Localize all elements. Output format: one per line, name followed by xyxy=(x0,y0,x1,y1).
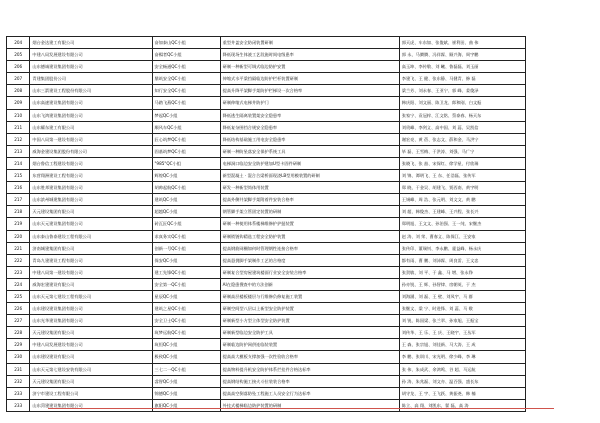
row-number-cell: 214 xyxy=(7,157,30,169)
members-cell: 毕 磊、王雪梅、于洪涛、刘强、马广宁 xyxy=(399,145,525,157)
table-row xyxy=(7,170,526,182)
team-name-cell: 胡帅起航QC小组 xyxy=(152,182,220,194)
team-name-cell: 知行安全QC小组 xyxy=(152,85,220,97)
table-row xyxy=(7,37,526,49)
row-number-cell: 212 xyxy=(7,133,30,145)
topic-cell: 降低逃生隔离装置架安全隐患率 xyxy=(220,109,399,121)
members-cell: 谢宏亮、黄 蓓、张志文、薛和金、马洪宁 xyxy=(399,133,525,145)
members-cell: 韩庆阳、刘文丽、陈卫龙、郎和刚、白文振 xyxy=(399,97,525,109)
row-number-cell: 215 xyxy=(7,170,30,182)
members-cell: 张继文、梁 宁、时进锋、刘 蕊、马 敬 xyxy=(399,303,525,315)
team-name-cell: 求真务实QC小组 xyxy=(152,230,220,242)
members-cell: 高玉坤、李传敬、刘 曦、鲁磊磊、刘玉丽 xyxy=(399,61,525,73)
table-row xyxy=(7,387,526,399)
members-cell: 刘传华、王 乐、王 庆、王晓宇、王丛军 xyxy=(399,327,525,339)
table-row xyxy=(7,315,526,327)
members-cell: 赵 涛、刘 荣、曹春义、陈保江、王安家 xyxy=(399,230,525,242)
members-cell: 胡守龙、王 宇、王飞跃、黄振尧、韩 楠 xyxy=(399,387,525,399)
topic-cell: 提高悬挑脚手架制作工艺的合格度 xyxy=(220,254,399,266)
row-number-cell: 221 xyxy=(7,242,30,254)
row-number-cell: 222 xyxy=(7,254,30,266)
unit-name-cell: 天元建设集团有限公司 xyxy=(30,206,152,218)
unit-name-cell: 山东天元第七建设工程有限公司 xyxy=(30,290,152,302)
table-row xyxy=(7,399,526,411)
topic-cell: 外挂式楼梯临边防护装置的研制 xyxy=(220,399,399,411)
table-row xyxy=(7,61,526,73)
unit-name-cell: 威海宏建建设有限公司 xyxy=(30,278,152,290)
team-name-cell: 砖瓦匠QC小组 xyxy=(152,218,220,230)
table-row xyxy=(7,206,526,218)
topic-cell: 降低结构基础施工用电安全隐患率 xyxy=(220,133,399,145)
unit-name-cell: 烟台鲁信工程建设有限公司 xyxy=(30,157,152,169)
members-cell: 刘 锦、谭明飞、王 东、任浩磊、张传军 xyxy=(399,170,525,182)
topic-cell: 研制高层楼板楼层与行维修负修复施工装置 xyxy=(220,290,399,302)
table-row xyxy=(7,97,526,109)
team-name-cell: 三七二一QC小组 xyxy=(152,363,220,375)
team-name-cell: 旗阳QC小组 xyxy=(152,399,220,411)
row-number-cell: 229 xyxy=(7,339,30,351)
unit-name-cell: 山东建设建设有限公司 xyxy=(30,351,152,363)
topic-cell: 降低复杂围挡合规安全隐患率 xyxy=(220,121,399,133)
topic-cell: 研制临边防护网供连临装装置 xyxy=(220,339,399,351)
row-number-cell: 223 xyxy=(7,266,30,278)
table-row xyxy=(7,266,526,278)
row-number-cell: 210 xyxy=(7,109,30,121)
topic-cell: 提高钢结构施工接火斗拉装装合格率 xyxy=(220,375,399,387)
row-number-cell: 216 xyxy=(7,182,30,194)
team-name-cell: 安全卫士QC小组 xyxy=(152,315,220,327)
team-name-cell: 锦德QC小组 xyxy=(152,387,220,399)
table-row xyxy=(7,254,526,266)
members-cell: 陈立、高 翔、刘凯东、翟 磊、高 涛 xyxy=(399,399,525,411)
topic-cell: 提高外侧井架脚手架附着件安装合格率 xyxy=(220,194,399,206)
team-name-cell: 极致QC小组 xyxy=(152,351,220,363)
row-number-cell: 206 xyxy=(7,61,30,73)
table-row xyxy=(7,109,526,121)
topic-cell: 研制一种防坠落安全保护系统工具 xyxy=(220,145,399,157)
row-number-cell: 233 xyxy=(7,387,30,399)
topic-cell: 研制空间型八层以上新型安全防护装置 xyxy=(220,303,399,315)
unit-name-cell: 天元建设集团有限公司 xyxy=(30,327,152,339)
row-number-cell: 205 xyxy=(7,49,30,61)
team-name-cell: 匠心筑梦QC小组 xyxy=(152,133,220,145)
team-name-cell: 创新一号QC小组 xyxy=(152,242,220,254)
unit-name-cell: 山东天元建设集团有限公司 xyxy=(30,218,152,230)
row-number-cell: 226 xyxy=(7,303,30,315)
team-name-cell: 安全第一QC小组 xyxy=(152,278,220,290)
members-cell: 张 伟、朱成武、余鸿鸣、谷 超、马运航 xyxy=(399,363,525,375)
unit-name-cell: 山东飞鸿建设集团有限公司 xyxy=(30,109,152,121)
table-row xyxy=(7,49,526,61)
team-name-cell: 睿智QC小组 xyxy=(152,375,220,387)
unit-name-cell: 山东耀东建工有限公司 xyxy=(30,121,152,133)
topic-cell: 研制复合型房屋建筑楼面行业安全安装合格率 xyxy=(220,266,399,278)
table-row xyxy=(7,242,526,254)
team-name-cell: 筑恒QC小组 xyxy=(152,339,220,351)
topic-cell: 提高物料提升机安全防护体系拦挂件合格达标率 xyxy=(220,363,399,375)
row-number-cell: 209 xyxy=(7,97,30,109)
topic-cell: 研制一种新型可调式临边防护安置 xyxy=(220,61,399,73)
topic-cell: 提高高空倒落防坠工程施工人员安全行为达标率 xyxy=(220,387,399,399)
topic-cell: 钢管脚手架立管固定装置的研制 xyxy=(220,206,399,218)
members-cell: 张贺敏、刘 平、于 鑫、马 增、张永铮 xyxy=(399,266,525,278)
members-cell: 郑明旭、王文文、孙治强、王一纯、宋继杰 xyxy=(399,218,525,230)
topic-cell: 研发一种新型筒体用装置 xyxy=(220,182,399,194)
table-row xyxy=(7,85,526,97)
row-number-cell: 207 xyxy=(7,73,30,85)
members-cell: 都有雨、曹 鹏、刘沛霖、周良雷、王文忠 xyxy=(399,254,525,266)
team-name-cell: 保安QC小组 xyxy=(152,254,220,266)
row-number-cell: 227 xyxy=(7,315,30,327)
table-row xyxy=(7,182,526,194)
team-name-cell: 星辰QC小组 xyxy=(152,290,220,302)
unit-name-cell: 山东德诚建设集团有限公司 xyxy=(30,61,152,73)
topic-cell: 研制新型小方型立体型安全防护装置 xyxy=(220,315,399,327)
table-row xyxy=(7,290,526,302)
row-number-cell: 225 xyxy=(7,290,30,302)
unit-name-cell: 中建八局发展建设有限公司 xyxy=(30,339,152,351)
table-row xyxy=(7,303,526,315)
unit-name-cell: 威海金建设集团股份有限公司 xyxy=(30,145,152,157)
unit-name-cell: 山东建设建设集团有限公司 xyxy=(30,303,152,315)
team-name-cell: 建工先锋QC小组 xyxy=(152,266,220,278)
topic-cell: 研制新型临边安全防护工具 xyxy=(220,327,399,339)
unit-name-cell: 东营翔洲建设工程有限公司 xyxy=(30,170,152,182)
unit-name-cell: 山东天元第七建设安装有限公司 xyxy=(30,363,152,375)
team-name-cell: 奋如泰山QC小组 xyxy=(152,37,220,49)
team-name-cell: 马踏飞燕QC小组 xyxy=(152,97,220,109)
table-row xyxy=(7,145,526,157)
team-name-cell: 梦起QC小组 xyxy=(152,109,220,121)
row-number-cell: 228 xyxy=(7,327,30,339)
table-row xyxy=(7,278,526,290)
team-name-cell: 固基筑梦QC小组 xyxy=(152,145,220,157)
row-number-cell: 217 xyxy=(7,194,30,206)
row-number-cell: 219 xyxy=(7,218,30,230)
unit-name-cell: 青建集团股份公司 xyxy=(30,73,152,85)
members-cell: 刘贵峰、李剑义、高中国、刘 蕊、吴凯信 xyxy=(399,121,525,133)
team-name-cell: 鼎筑安全QC小组 xyxy=(152,73,220,85)
unit-name-cell: 济南城建集团有限公司 xyxy=(30,242,152,254)
row-number-cell: 208 xyxy=(7,85,30,97)
table-row xyxy=(7,339,526,351)
topic-cell: 新型混凝土 · 混合合梁桥面现浇LB型用模装置的研制 xyxy=(220,170,399,182)
unit-name-cell: 山东滨州城建集团有限公司 xyxy=(30,194,152,206)
topic-cell: AI在隐患搜查中的方法创新 xyxy=(220,278,399,290)
red-underline-mark xyxy=(48,408,554,409)
table-row xyxy=(7,375,526,387)
topic-cell: 提高高大模板支撑加强一次性验收合格率 xyxy=(220,351,399,363)
unit-name-cell: 山东高速建设集团有限公司 xyxy=(30,97,152,109)
topic-cell: 研制锁链钩精选工程安全防护装置 xyxy=(220,230,399,242)
members-cell: 孙亦锐、王 辉、孙智律、房朝英、于 杰 xyxy=(399,278,525,290)
unit-name-cell: 山东三箭建设工程股份有限公司 xyxy=(30,85,152,97)
topic-cell: 研制一种使用体系楼梯维修护护挺装置 xyxy=(220,218,399,230)
table-row xyxy=(7,73,526,85)
unit-name-cell: 山东光华建设集团有限公司 xyxy=(30,315,152,327)
unit-name-cell: 济宁市建设工程有限公司 xyxy=(30,387,152,399)
topic-cell: 电梯洞口临边安全防护建加U型卡固件研制 xyxy=(220,157,399,169)
table-body xyxy=(7,37,526,412)
team-name-cell: 安全畅通QC小组 xyxy=(152,61,220,73)
topic-cell: 提高钢筋网栅如何时管理钢性连接合格率 xyxy=(220,242,399,254)
topic-cell: 重型井盖安全防闭装置研制 xyxy=(220,37,399,49)
members-cell: 张晓飞、张 喆、宋保红、徐学星、付欣瑞 xyxy=(399,157,525,169)
members-cell: 王锡峰、周 浩、张元明、刘文文、黄 鹏 xyxy=(399,194,525,206)
members-cell: 郭 永、马腾腾、冯祥霖、顾兴海、周宇鹏 xyxy=(399,49,525,61)
unit-name-cell: 山东胜邦建设集团有限公司 xyxy=(30,182,152,194)
team-name-cell: 建筑QC小组 xyxy=(152,194,220,206)
unit-name-cell: 青岛九建建设工程有限公司 xyxy=(30,254,152,266)
row-number-cell: 232 xyxy=(7,375,30,387)
topic-cell: 提高升降平架脚手架防护栏梯设一次合格率 xyxy=(220,85,399,97)
unit-name-cell: 中国八局第一建设有限公司 xyxy=(30,133,152,145)
members-cell: 郑 晓、于金吴、胡建飞、贾西南、黄宇明 xyxy=(399,182,525,194)
members-cell: 刘海涵、刘 磊、王 壁、刘凤宇、马 群 xyxy=(399,290,525,302)
team-name-cell: 超越QC小组 xyxy=(152,206,220,218)
row-number-cell: 211 xyxy=(7,121,30,133)
team-name-cell: 顺风车QC小组 xyxy=(152,121,220,133)
members-cell: 王 森、张宗旭、刘佳新、马大涛、王 成 xyxy=(399,339,525,351)
table-row xyxy=(7,218,526,230)
row-number-cell: 213 xyxy=(7,145,30,157)
members-cell: 孙 涛、朱兆磊、刘文亦、温百强、盛长东 xyxy=(399,375,525,387)
unit-name-cell: 山东菏建建设集团有限公司 xyxy=(30,399,152,411)
table-row xyxy=(7,327,526,339)
table-row xyxy=(7,351,526,363)
members-cell: 刘 超、韩俊杰、王建峰、王兴程、张长兴 xyxy=(399,206,525,218)
table-row xyxy=(7,133,526,145)
table-row xyxy=(7,121,526,133)
row-number-cell: 220 xyxy=(7,230,30,242)
members-cell: 张传印、董瑞钊、李永鹏、霍益峰、杨永庆 xyxy=(399,242,525,254)
topic-cell: 研制伸缩式电梯井防护门 xyxy=(220,97,399,109)
members-cell: 李建飞、王 健、张东静、马健青、修 磊 xyxy=(399,73,525,85)
table-row xyxy=(7,157,526,169)
award-list-table xyxy=(6,36,526,412)
team-name-cell: 建筑之星QC小组 xyxy=(152,303,220,315)
table-row xyxy=(7,230,526,242)
unit-name-cell: 天元建设集团有限公司 xyxy=(30,375,152,387)
members-cell: 刘 锐、陈国梁、张兰翠、孙家旭、王振宝 xyxy=(399,315,525,327)
team-name-cell: 辉煌QC小组 xyxy=(152,170,220,182)
row-number-cell: 233 xyxy=(7,399,30,411)
row-number-cell: 218 xyxy=(7,206,30,218)
team-name-cell: "985"QC小组 xyxy=(152,157,220,169)
row-number-cell: 204 xyxy=(7,37,30,49)
team-name-cell: 奋楫者QC小组 xyxy=(152,49,220,61)
table-row xyxy=(7,363,526,375)
team-name-cell: 筑梦远航QC小组 xyxy=(152,327,220,339)
table-row xyxy=(7,194,526,206)
unit-name-cell: 烟台金达建工有限公司 xyxy=(30,37,152,49)
members-cell: 郭天虎、车东如、张俊斌、崔利田、曲 伟 xyxy=(399,37,525,49)
members-cell: 梁兰芳、刘永春、王亚宁、郭 峰、姜俊泽 xyxy=(399,85,525,97)
row-number-cell: 230 xyxy=(7,351,30,363)
row-number-cell: 224 xyxy=(7,278,30,290)
topic-cell: 降低现场生体液工艺段施时间电级患率 xyxy=(220,49,399,61)
unit-name-cell: 中建八局第一建设有限公司 xyxy=(30,266,152,278)
members-cell: 李 鹏、张训川、宋光明、徐少峰、李 琳 xyxy=(399,351,525,363)
members-cell: 张家宁、袁冠梓、江文铭、蔡泰春、杨天东 xyxy=(399,109,525,121)
topic-cell: 伸缩式水平梁挡隔临边防护栏杆装置研制 xyxy=(220,73,399,85)
unit-name-cell: 中建八局发展建设有限公司 xyxy=(30,49,152,61)
unit-name-cell: 山东泰山鲁泰建设工程有限公司 xyxy=(30,230,152,242)
row-number-cell: 231 xyxy=(7,363,30,375)
